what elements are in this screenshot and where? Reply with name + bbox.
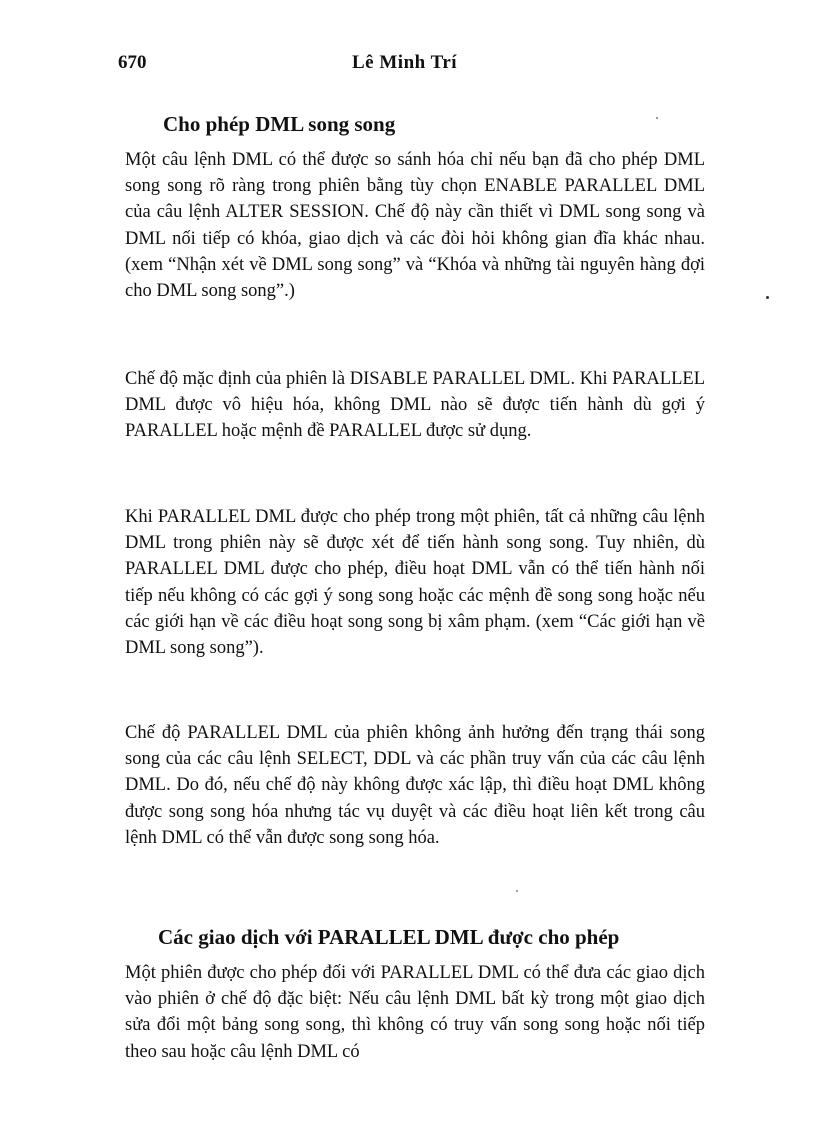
paragraph: Một câu lệnh DML có thể được so sánh hóa chỉ nếu bạn đã cho phép DML song song rõ ràng trong phiên bằng tùy chọn ENABLE PARALLEL DML của câu lệnh ALTER SESSION. Chế độ này cần thiết vì DML song song và DML nối tiếp có khóa, giao dịch và các đòi hỏi không gian đĩa khác nhau. (xem “Nhận xét về DML song song” và “Khóa và những tài nguyên hàng đợi cho DML song song”.): [125, 150, 705, 302]
running-head: Lê Minh Trí: [352, 52, 458, 73]
section-heading-enable-parallel-dml: Cho phép DML song song: [163, 112, 396, 136]
section-heading-transactions: Các giao dịch với PARALLEL DML được cho phép: [158, 925, 620, 949]
scan-speck: [516, 890, 518, 892]
paragraph: Khi PARALLEL DML được cho phép trong một phiên, tất cả những câu lệnh DML trong phiên này sẽ được xét để tiến hành song song. Tuy nhiên, dù PARALLEL DML được cho phép, điều hoạt DML vẫn có thể tiến hành nối tiếp nếu không có các gợi ý song song hoặc các mệnh đề song song hoặc nếu các giới hạn về các điều hoạt song song bị xâm phạm. (xem “Các giới hạn về DML song song”).: [125, 507, 705, 659]
page-header: [118, 52, 718, 76]
scan-speck: [766, 296, 769, 299]
paragraph: Chế độ PARALLEL DML của phiên không ảnh hưởng đến trạng thái song song của các câu lệnh SELECT, DDL và các phần truy vấn của các câu lệnh DML. Do đó, nếu chế độ này không được xác lập, thì điều hoạt DML không được song song hóa nhưng tác vụ duyệt và các điều hoạt liên kết trong câu lệnh DML có thể vẫn được song song hóa.: [125, 723, 705, 848]
paragraph: Chế độ mặc định của phiên là DISABLE PARALLEL DML. Khi PARALLEL DML được vô hiệu hóa, không DML nào sẽ được tiến hành dù gợi ý PARALLEL hoặc mệnh đề PARALLEL được sử dụng.: [125, 369, 705, 442]
page-number: 670: [118, 52, 147, 73]
paragraph: Một phiên được cho phép đối với PARALLEL DML có thể đưa các giao dịch vào phiên ở chế độ đặc biệt: Nếu câu lệnh DML bất kỳ trong một giao dịch sửa đổi một bảng song song, thì không có truy vấn song song hoặc nối tiếp theo sau hoặc câu lệnh DML có: [125, 963, 705, 1062]
scan-speck: [656, 117, 658, 119]
